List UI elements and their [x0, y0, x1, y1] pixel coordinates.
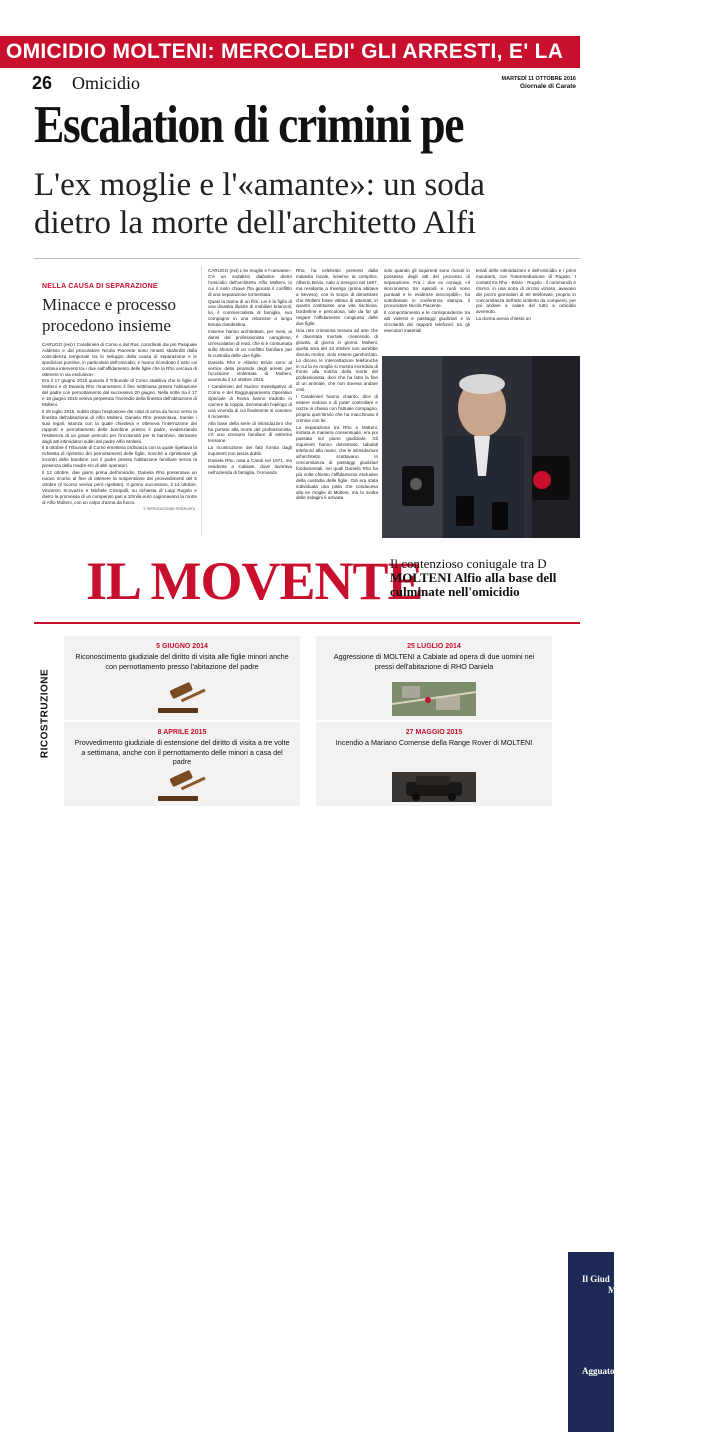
- timeline-text: Aggressione di MOLTENI a Cabiate ad opera di due uomini nei pressi dell'abitazione di RHO Daniela: [333, 652, 535, 671]
- timeline-side-panel: [568, 1252, 624, 1432]
- movente-sub-line-1: Il contenzioso coniugale tra D: [390, 556, 547, 571]
- issue-date: MARTEDÌ 11 OTTOBRE 2016: [501, 76, 576, 82]
- article-paragraph: Daniela Rho e Alberto Brivio sono al vertice della piramide degli arresti per l'uccisione violentata di Molteni, avvenuta il 14 ottobre 2015.: [208, 359, 292, 383]
- section-divider: [34, 622, 580, 624]
- article-paragraph: teriali delle intimidazioni e dell'omicidio e i primi mandanti, con l'intermediazione di Rugolo. I contatti tra Rho - Brivio - Rugolo - il commando e ritorno, in una sorta di circolo vizioso, avevano dei picchi giornalieri di 60 telefonate, proprio in concomitanza dell'atto violento da compiersi, per poi andare a calare del tutto a omicidio avvenuto.: [476, 268, 576, 315]
- top-banner: [0, 36, 580, 68]
- sidebar-paragraph: CARUGO (ext) I Carabinieri di Como e del Ros, coordinati dai pm Pasquale Addesso e dal procuratore Nicola Piacente sono rimasti sbalorditi dalla coincidenza temporale tra lo sviluppo della causa di separazione e le spedizioni punitive, in particolare dell'omicidio, e hanno ricondotto il tutto «ai continui interventi tra i due sull'affidamento delle figlie che la Rho cercava di ottenere in via esclusiva».: [42, 342, 197, 377]
- page-header: [0, 72, 580, 94]
- timeline-date: 8 APRILE 2015: [157, 729, 207, 736]
- burned-car-image: [392, 772, 476, 802]
- aerial-map-image: [392, 682, 476, 716]
- article-column-2: [296, 268, 378, 538]
- banner-text: OMICIDIO MOLTENI: MERCOLEDI' GLI ARRESTI, E' LA: [6, 40, 564, 63]
- article-paragraph: I Carabinieri hanno chiarito, dice di essere vedova e di poter controllare e nozze in chiesa con l'attuale compagno, proprio quel Brivio che ha macchinato il crimine con lei.: [296, 394, 378, 423]
- sidebar-paragraph: Il 5 ottobre il Tribunale di Como emetteva ordinanza con la quale rigettava la richiesta di ripristino dei pernottamenti delle figlie, nonché a ripristinare gli incontri delle bambine con il padre presso l'abitazione familiare senza la presenza della madre e/o di altri operatori.: [42, 445, 198, 469]
- sidebar-kicker: NELLA CAUSA DI SEPARAZIONE: [42, 283, 158, 290]
- sidebar-paragraph: Era il 17 giugno 2015 quando il Tribunale di Como stabiliva che le figlie di Molteni e di Daniela Rho rimanessero il fine settimana presso l'abitazione del padre con pernottamento dal successivo 20 giugno. Nella notte tra il 17 e 18 giugno 2015 veniva perpetrato l'incendio della finestra dell'abitazione di Molteni.: [42, 378, 197, 408]
- sidebar-paragraph: Il 29 luglio 2015, subito dopo l'esplosione dei colpi di arma da fuoco verso la finestra dell'abitazione di Alfio Molteni, Daniela Rho presentava, tramite i suoi legali, istanza con la quale chiedeva e otteneva l'interruzione dei rapporti e pernottamenti delle bambine presso il padre, evidenziando l'esistenza di un grave pericolo per l'incolumità per le bambine, derivante dagli atti intimidatori subiti dal padre Alfio Molteni.: [42, 408, 197, 444]
- movente-subtitle: [390, 557, 590, 599]
- article-paragraph: Una rete criminosa tessuta ad arte che è diventata mortale, crescendo di gravità, di giorno in giorno. Molteni, quella sera del 14 ottobre non avrebbe dovuto morire. Solo essere gambizzato. Lo dicono le intercettazioni telefoniche in cui la ex moglie si mostra incredula di fronte alla notizia della morte del professionista, dice che ha fatto la fine di un animale, che non doveva andare così.: [296, 328, 378, 393]
- article-paragraph: solo quando gli inquirenti sono riusciti in possesso degli atti del processo di separazione. Fra i due ex coniugi, «Il sincronismo tra episodi e ruoli sono puntuali e le evidenze ineccepibili», ha sottolineato in conferenza stampa, il procuratore Nicola Piacente.: [384, 268, 470, 309]
- article-paragraph: La separazione tra Rho e Molteni, iniziata in maniera consensuale, era poi passata sul piano giudiziale. Gli inquirenti hanno dimostrato, tabulati telefonici alla mano, che le intimidazioni all'architetto scattavano in concomitanza di passaggi giudiziari fondamentali, nei quali Daniela Rho ha più volte chiesto l'affidamento esclusivo della custodia delle figlie. Già era stata individuata una pista che conduceva alla ex moglie di Molteni, ma la svolta delle indagini è arrivata: [296, 424, 378, 501]
- side-panel-text: [582, 1274, 702, 1296]
- movente-sub-line-3: culminate nell'omicidio: [390, 584, 520, 599]
- timeline-date: 5 GIUGNO 2014: [156, 643, 208, 650]
- timeline-text: Provvedimento giudiziale di estensione del diritto di visita a tre volte a settimana, anche con il pernottamento delle minori a casa del padre: [74, 738, 290, 766]
- subheadline-line-1: L'ex moglie e l'«amante»: un soda: [34, 167, 485, 203]
- article-column-3: [384, 268, 470, 354]
- subheadline-line-2: dietro la morte dell'architetto Alfi: [34, 205, 477, 241]
- article-paragraph: Il comportamento e le corrispondenze tra atti violenti e passaggi giudiziari e la circolarità dei rapporti telefonici tra gli esecutori materiali: [384, 310, 470, 334]
- press-conference-photo: [382, 356, 580, 538]
- timeline-card: [316, 636, 552, 720]
- side-panel-line-2: MO: [608, 1285, 624, 1295]
- page-number: 26: [32, 73, 53, 93]
- movente-title: IL MOVENTE: [86, 551, 423, 611]
- ricostruzione-label: [34, 626, 56, 806]
- newspaper-name: Giornale di Carate: [520, 83, 576, 90]
- main-headline: Escalation di crimini pe: [34, 96, 464, 154]
- side-panel-line-3: Agguato: [582, 1366, 615, 1376]
- divider: [34, 258, 580, 259]
- dateline: [502, 76, 576, 90]
- movente-section: [34, 545, 580, 623]
- ricostruzione-timeline: [34, 626, 624, 1376]
- article-paragraph: La donna aveva chiesto un: [476, 316, 531, 322]
- article-paragraph: Alla base della serie di intimidazioni che ha portato alla morte del professionista, c'è uno scenario familiare di estrema tensione.: [208, 420, 292, 444]
- timeline-date: 27 MAGGIO 2015: [405, 729, 463, 736]
- article-paragraph: I Carabinieri del Nucleo Investigativo di Como e del Raggruppamento Operativo Speciale di Roma hanno tradotto in carcere la coppia, decretando l'epilogo di una vicenda di cui finalmente si conosce il movente.: [208, 384, 292, 419]
- sidebar-title-line-2: procedono insieme: [42, 316, 171, 335]
- section-name: Omicidio: [72, 73, 140, 93]
- side-panel-line-1: Il Giud: [582, 1274, 610, 1284]
- gavel-icon: [152, 770, 212, 802]
- article-column-1: [208, 268, 292, 538]
- timeline-card: [64, 722, 300, 806]
- timeline-date: 25 LUGLIO 2014: [407, 643, 461, 650]
- timeline-text: Incendio a Mariano Comense della Range Rover di MOLTENI: [335, 738, 533, 747]
- article-paragraph: Quasi la trama di un film. Lei è la figlia di una dinastia illustre di mobilieri brianzoli; lui, il commercialista di famiglia, suo compagno in una relazione a lungo tenuta clandestina.: [208, 298, 292, 328]
- article-column-4: [476, 268, 576, 354]
- movente-sub-line-2: MOLTENI Alfio alla base dell: [390, 570, 557, 585]
- photo-illustration: [382, 356, 580, 538]
- sidebar-title-line-1: Minacce e processo: [42, 295, 177, 314]
- article-paragraph: Insieme hanno architettato, per mesi, ai danni del professionista carughese, un'escalation di reati, che si è consumata sullo sfondo di un conflitto familiare per la custodia delle due figlie.: [208, 329, 292, 358]
- article-paragraph: Rho, ha celebrato presenti dalla malavita locale, insieme al complice, Alberto Brivio, nato a Seregno nel 1967, ma residente a Inverigo (prima abitava a Seveso), con lo scopo di dimostrare che Molteni fosse vittima di attentati, in quanto costituisse una vita rischiosa, borderline e pericolosa, tale da far gli negare l'affidamento congiunto delle due figlie.: [296, 268, 378, 327]
- ricostruzione-label-text: RICOSTRUZIONE: [39, 668, 51, 759]
- article-paragraph: Daniela Rho, nata a Cantù nel 1971, ma residente a Cabiate, dove lavorava nell'azienda di famiglia, l'Armando: [208, 458, 292, 475]
- gavel-icon: [152, 682, 212, 714]
- article-paragraph: CARUGO (ext) L'ex moglie e l'«amante». C'è un sodalizio diabolico dietro l'omicidio dell'architetto Alfio Molteni, in cui il ruolo chiave l'ha giocato il conflitto di una separazione tormentata.: [208, 268, 292, 297]
- sidebar-copyright: © RIPRODUZIONE RISERVATA: [143, 507, 195, 512]
- timeline-card: [64, 636, 300, 720]
- sidebar-paragraph: Il 12 ottobre, due giorni prima dell'omicidio, Daniela Rho presentava un nuovo ricorso al fine di ottenere la sospensione dei provvedimenti del 5 ottobre (il ricorso veniva però rigettato). Il giorno successivo, il 14 ottobre, Vincenzo Scovazzo e Michele Crisopulli, su richiesta di Luigi Rugolo e dietro la promessa di un compenso pari a 10mila euro cagionavano la morte di Alfio Molteni, con un colpo d'arma da fuoco.: [42, 470, 197, 505]
- article-paragraph: La ricostruzione dei fatti fornita dagli inquirenti non lascia dubbi.: [208, 445, 292, 457]
- timeline-text: Riconoscimento giudiziale del diritto di visita alle figlie minori anche con pernottamento presso l'abitazione del padre: [75, 652, 289, 671]
- timeline-card: [316, 722, 552, 806]
